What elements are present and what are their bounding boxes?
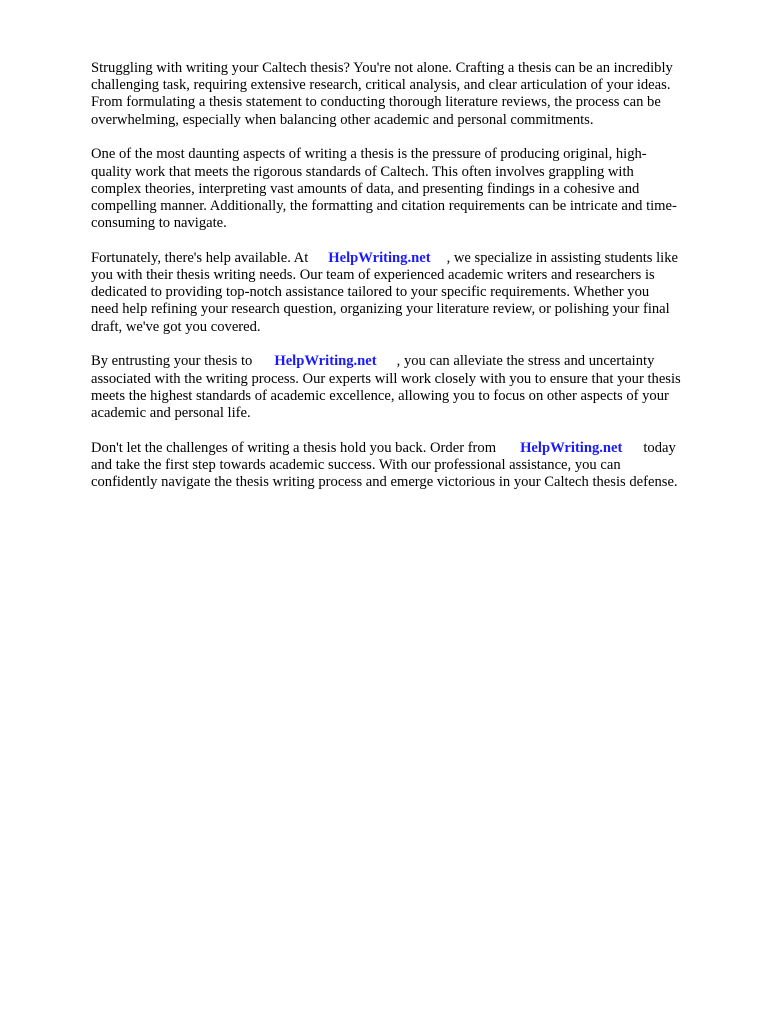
text-before-link: Fortunately, there's help available. At [91, 249, 309, 266]
paragraph-3 [91, 250, 721, 336]
helpwriting-link[interactable]: HelpWriting.net [328, 249, 431, 266]
paragraph-4 [91, 353, 721, 422]
paragraph-1 [91, 60, 721, 129]
text-line: One of the most daunting aspects of writing a thesis is the pressure of producing original, high- [91, 146, 647, 163]
text-line-with-link [91, 353, 721, 370]
text-line: dedicated to providing top-notch assistance tailored to your specific requirements. Whether you [91, 284, 650, 301]
helpwriting-link[interactable]: HelpWriting.net [520, 439, 623, 456]
text-line: and take the first step towards academic success. With our professional assistance, you can [91, 456, 621, 473]
text-line: compelling manner. Additionally, the formatting and citation requirements can be intricate and time- [91, 197, 677, 214]
text-line: meets the highest standards of academic excellence, allowing you to focus on other aspects of your [91, 387, 669, 404]
paragraph-2 [91, 146, 721, 232]
text-after-link: , we specialize in assisting students like [446, 249, 679, 266]
text-after-link: today [643, 439, 676, 456]
text-line: From formulating a thesis statement to conducting thorough literature reviews, the process can be [91, 94, 661, 111]
text-after-link: , you can alleviate the stress and uncertainty [396, 353, 655, 370]
text-line: Struggling with writing your Caltech thesis? You're not alone. Crafting a thesis can be an incredibly [91, 60, 673, 76]
paragraph-5 [91, 440, 721, 492]
text-before-link: Don't let the challenges of writing a thesis hold you back. Order from [91, 439, 497, 456]
text-line: quality work that meets the rigorous standards of Caltech. This often involves grappling with [91, 163, 634, 180]
text-line: you with their thesis writing needs. Our team of experienced academic writers and researchers is [91, 267, 655, 284]
text-line-with-link [91, 440, 721, 457]
text-before-link: By entrusting your thesis to [91, 353, 253, 370]
text-line: associated with the writing process. Our experts will work closely with you to ensure that your thesis [91, 370, 681, 387]
text-line: challenging task, requiring extensive research, critical analysis, and clear articulation of your ideas. [91, 77, 671, 94]
text-line: overwhelming, especially when balancing other academic and personal commitments. [91, 111, 594, 128]
text-line: academic and personal life. [91, 404, 251, 421]
text-line: need help refining your research question, organizing your literature review, or polishing your final [91, 301, 670, 318]
text-line: complex theories, interpreting vast amounts of data, and presenting findings in a cohesive and [91, 180, 640, 197]
text-line-with-link [91, 250, 721, 267]
text-line: draft, we've got you covered. [91, 318, 261, 335]
helpwriting-link[interactable]: HelpWriting.net [274, 353, 377, 370]
text-line: confidently navigate the thesis writing process and emerge victorious in your Caltech thesis defense. [91, 474, 678, 491]
text-line: consuming to navigate. [91, 215, 227, 232]
